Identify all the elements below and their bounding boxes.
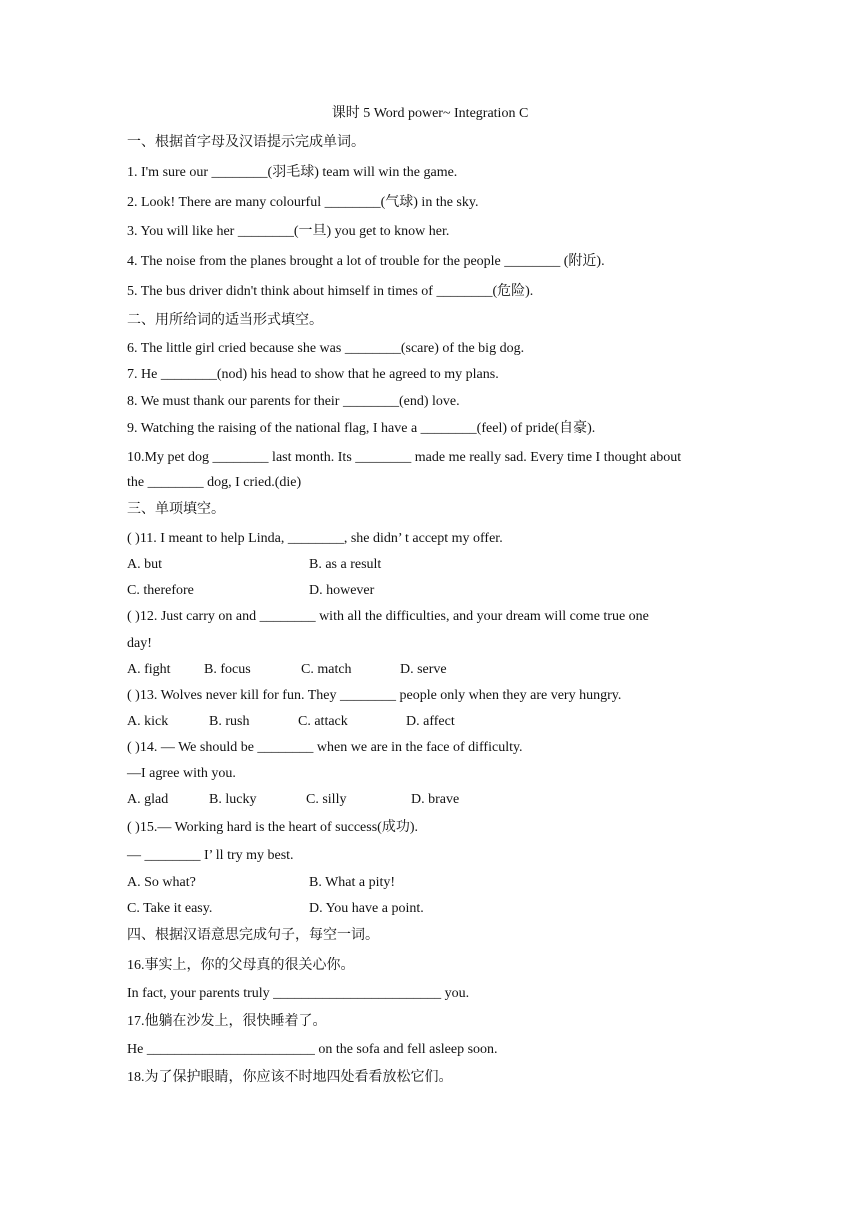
option-c: C. Take it easy.: [127, 901, 213, 916]
question-1: 1. I'm sure our ________(羽毛球) team will win the game.: [127, 165, 458, 180]
question-7: 7. He ________(nod) his head to show that he agreed to my plans.: [127, 367, 499, 382]
question-5: 5. The bus driver didn't think about himself in times of ________(危险).: [127, 284, 534, 299]
option-a: A. So what?: [127, 875, 196, 890]
question-14: ( )14. — We should be ________ when we are in the face of difficulty.: [127, 740, 523, 755]
option-c: C. therefore: [127, 583, 194, 598]
option-c: C. attack: [298, 714, 348, 729]
option-a: A. fight: [127, 662, 171, 677]
question-10-continued: the ________ dog, I cried.(die): [127, 475, 302, 490]
section-heading-4: 四、根据汉语意思完成句子，每空一词。: [127, 928, 379, 943]
question-13: ( )13. Wolves never kill for fun. They ________ people only when they are very hungry.: [127, 688, 622, 703]
option-d: D. You have a point.: [309, 901, 424, 916]
option-d: D. brave: [411, 792, 460, 807]
option-d: D. affect: [406, 714, 455, 729]
question-15-reply: — ________ I’ ll try my best.: [127, 848, 294, 863]
option-b: B. rush: [209, 714, 250, 729]
section-heading-2: 二、用所给词的适当形式填空。: [127, 313, 323, 328]
question-11: ( )11. I meant to help Linda, ________, she didn’ t accept my offer.: [127, 531, 503, 546]
option-b: B. What a pity!: [309, 875, 396, 890]
question-14-reply: —I agree with you.: [127, 766, 236, 781]
option-a: A. but: [127, 557, 162, 572]
question-6: 6. The little girl cried because she was ________(scare) of the big dog.: [127, 341, 525, 356]
question-8: 8. We must thank our parents for their ________(end) love.: [127, 394, 460, 409]
question-3: 3. You will like her ________(一旦) you get to know her.: [127, 224, 450, 239]
question-16-chinese: 16.事实上，你的父母真的很关心你。: [127, 958, 355, 973]
question-12-continued: day!: [127, 636, 152, 651]
question-16: In fact, your parents truly ________________________ you.: [127, 986, 470, 1001]
option-b: B. lucky: [209, 792, 257, 807]
section-heading-1: 一、根据首字母及汉语提示完成单词。: [127, 135, 365, 150]
question-12: ( )12. Just carry on and ________ with all the difficulties, and your dream will come true one: [127, 609, 649, 624]
section-heading-3: 三、单项填空。: [127, 502, 225, 517]
question-17-chinese: 17.他躺在沙发上，很快睡着了。: [127, 1014, 327, 1029]
question-9: 9. Watching the raising of the national flag, I have a ________(feel) of pride(自豪).: [127, 421, 596, 436]
question-4: 4. The noise from the planes brought a lot of trouble for the people ________ (附近).: [127, 254, 605, 269]
option-a: A. glad: [127, 792, 169, 807]
question-17: He ________________________ on the sofa and fell asleep soon.: [127, 1042, 498, 1057]
question-2: 2. Look! There are many colourful ________(气球) in the sky.: [127, 195, 479, 210]
option-b: B. focus: [204, 662, 251, 677]
option-a: A. kick: [127, 714, 169, 729]
option-d: D. serve: [400, 662, 447, 677]
page-title: 课时 5 Word power~ Integration C: [331, 106, 529, 121]
option-b: B. as a result: [309, 557, 382, 572]
option-d: D. however: [309, 583, 375, 598]
question-18-chinese: 18.为了保护眼睛，你应该不时地四处看看放松它们。: [127, 1070, 453, 1085]
question-15: ( )15.— Working hard is the heart of success(成功).: [127, 820, 418, 835]
option-c: C. match: [301, 662, 352, 677]
question-10: 10.My pet dog ________ last month. Its ________ made me really sad. Every time I thought about: [127, 450, 682, 465]
option-c: C. silly: [306, 792, 347, 807]
